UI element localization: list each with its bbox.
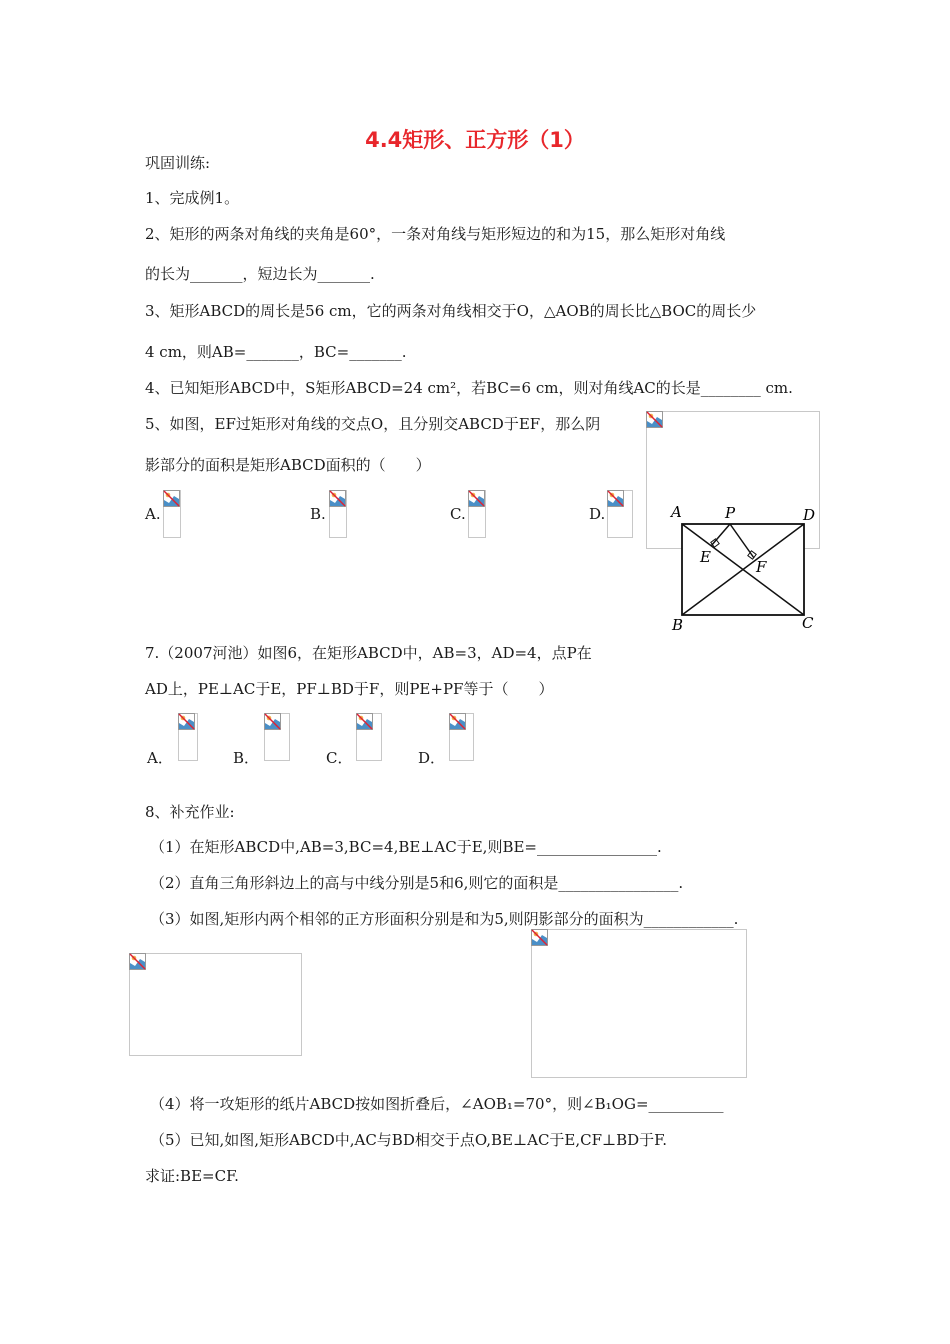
broken-image-icon [449, 713, 466, 730]
label-p: P [725, 504, 736, 522]
broken-image [449, 713, 474, 761]
rectangle-figure [662, 500, 832, 635]
option-c: C． [326, 749, 353, 767]
question-5-line-1: 5、如图，EF过矩形对角线的交点O，且分别交ABCD于EF，那么阴 [145, 415, 601, 433]
broken-image-icon [356, 713, 373, 730]
broken-image [607, 490, 633, 538]
broken-image-icon [607, 490, 624, 507]
option-c: C. [450, 505, 466, 523]
label-e: E [700, 548, 711, 566]
broken-image [178, 713, 198, 761]
option-b: B. [310, 505, 326, 523]
label-f: F [756, 558, 767, 576]
section-heading: 巩固训练: [145, 154, 211, 172]
broken-image [468, 490, 486, 538]
broken-image [129, 953, 302, 1056]
label-c: C [802, 614, 814, 632]
option-d: D. [589, 505, 606, 523]
broken-image-icon [264, 713, 281, 730]
broken-image-icon [329, 490, 346, 507]
option-d: D． [418, 749, 446, 767]
question-3-line-2: 4 cm，则AB=_______，BC=_______. [145, 343, 407, 361]
broken-image [264, 713, 290, 761]
broken-image [531, 929, 747, 1078]
question-8-2: （2）直角三角形斜边上的高与中线分别是5和6,则它的面积是________________. [150, 874, 684, 892]
question-8-3: （3）如图,矩形内两个相邻的正方形面积分别是和为5,则阴影部分的面积为____________. [150, 910, 739, 928]
question-1: 1、完成例1。 [145, 189, 240, 207]
label-b: B [672, 616, 684, 634]
question-2-line-1: 2、矩形的两条对角线的夹角是60°，一条对角线与矩形短边的和为15，那么矩形对角线 [145, 225, 726, 243]
label-a: A [671, 503, 682, 521]
broken-image-icon [163, 490, 180, 507]
option-b: B． [233, 749, 260, 767]
question-8-5: （5）已知,如图,矩形ABCD中,AC与BD相交于点O,BE⊥AC于E,CF⊥BD于F. [150, 1131, 668, 1149]
question-8: 8、补充作业: [145, 803, 235, 821]
label-d: D [803, 506, 816, 524]
question-4: 4、已知矩形ABCD中，S矩形ABCD=24 cm²，若BC=6 cm，则对角线AC的长是________ cm. [145, 379, 793, 397]
option-a: A. [145, 505, 161, 523]
question-7-line-1: 7.（2007河池）如图6，在矩形ABCD中，AB=3，AD=4，点P在 [145, 644, 592, 662]
option-a: A． [147, 749, 173, 767]
broken-image-icon [531, 929, 548, 946]
question-3-line-1: 3、矩形ABCD的周长是56 cm，它的两条对角线相交于O，△AOB的周长比△BOC的周长少 [145, 302, 757, 320]
question-7-line-2: AD上，PE⊥AC于E，PF⊥BD于F，则PE+PF等于（ ） [145, 680, 554, 698]
broken-image [329, 490, 347, 538]
question-5-line-2: 影部分的面积是矩形ABCD面积的（ ） [145, 456, 431, 474]
broken-image-icon [468, 490, 485, 507]
page-title: 4.4矩形、正方形（1） [365, 128, 585, 152]
broken-image-icon [178, 713, 195, 730]
broken-image [356, 713, 382, 761]
proof-statement: 求证:BE=CF. [145, 1167, 239, 1185]
question-8-1: （1）在矩形ABCD中,AB=3,BC=4,BE⊥AC于E,则BE=________________. [150, 838, 662, 856]
question-2-line-2: 的长为_______，短边长为_______. [145, 265, 375, 283]
broken-image-icon [129, 953, 146, 970]
broken-image-icon [646, 411, 663, 428]
question-8-4: （4）将一攻矩形的纸片ABCD按如图折叠后，∠AOB₁=70°，则∠B₁OG=__________ [150, 1095, 724, 1113]
broken-image [163, 490, 181, 538]
